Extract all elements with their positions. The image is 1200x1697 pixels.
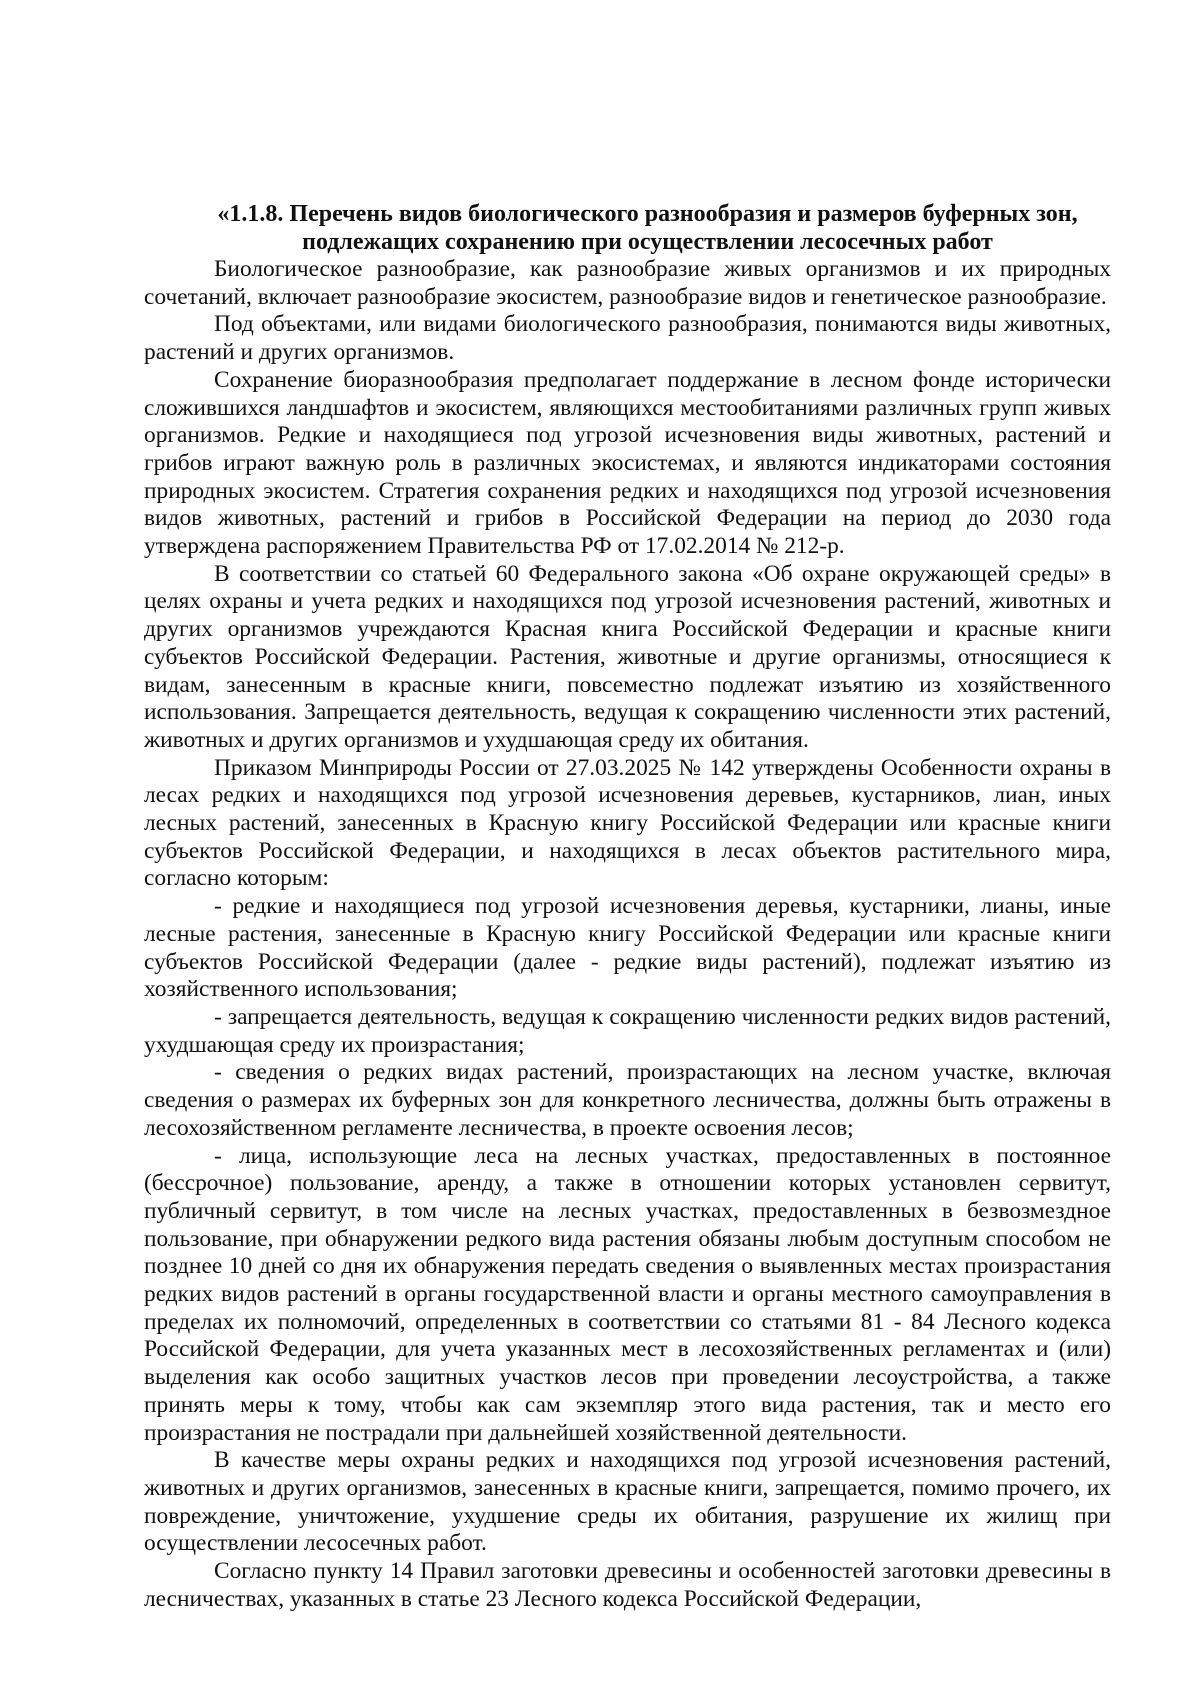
paragraph-biodiversity-definition: Биологическое разнообразие, как разнообразие живых организмов и их природных сочетаний, включает разнообразие экосистем, разнообразие видов и генетическое разнообразие.	[144, 256, 1111, 310]
list-item-activity-prohibition: - запрещается деятельность, ведущая к сокращению численности редких видов растений, ухудшающая среду их произрастания;	[144, 1003, 1111, 1058]
paragraph-order-142: Приказом Минприроды России от 27.03.2025 № 142 утверждены Особенности охраны в лесах редких и находящихся под угрозой исчезновения деревьев, кустарников, лиан, иных лесных растений, занесенных в Красную книгу Российской Федерации или красные книги субъектов Российской Федерации, и находящихся в лесах объектов растительного мира, согласно которым:	[144, 754, 1111, 892]
paragraph-timber-harvesting-rules: Согласно пункту 14 Правил заготовки древесины и особенностей заготовки древесины в лесничествах, указанных в статье 23 Лесного кодекса Российской Федерации,	[144, 1558, 1111, 1612]
list-item-rare-species-withdrawal: - редкие и находящиеся под угрозой исчезновения деревья, кустарники, лианы, иные лесные растения, занесенные в Красную книгу Российской Федерации или красные книги субъектов Российской Федерации (далее - редкие виды растений), подлежат изъятию из хозяйственного использования;	[144, 893, 1111, 1003]
list-item-forest-users-obligations: - лица, использующие леса на лесных участках, предоставленных в постоянное (бессрочное) пользование, аренду, а также в отношении которых установлен сервитут, публичный сервитут, в том числе на лесных участках, предоставленных в безвозмездное пользование, при обнаружении редкого вида растения обязаны любым доступным способом не позднее 10 дней со дня их обнаружения передать сведения о выявленных местах произрастания редких видов растений в органы государственной власти и органы местного самоуправления в пределах их полномочий, определенных в соответствии со статьями 81 - 84 Лесного кодекса Российской Федерации, для учета указанных мест в лесохозяйственных регламентах и (или) выделения как особо защитных участков лесов при проведении лесоустройства, а также принять меры к тому, чтобы как сам экземпляр этого вида растения, так и место его произрастания не пострадали при дальнейшей хозяйственной деятельности.	[144, 1142, 1111, 1446]
section-heading-line-1: «1.1.8. Перечень видов биологического разнообразия и размеров буферных зон,	[217, 201, 1078, 227]
paragraph-protection-measures: В качестве меры охраны редких и находящихся под угрозой исчезновения растений, животных и других организмов, занесенных в красные книги, запрещается, помимо прочего, их повреждение, уничтожение, ухудшение среды их обитания, разрушение их жилищ при осуществлении лесосечных работ.	[144, 1447, 1111, 1557]
document-body	[144, 200, 1111, 1613]
list-item-regulation-records: - сведения о редких видах растений, произрастающих на лесном участке, включая сведения о размерах их буферных зон для конкретного лесничества, должны быть отражены в лесохозяйственном регламенте лесничества, в проекте освоения лесов;	[144, 1059, 1111, 1141]
section-heading-line-2: подлежащих сохранению при осуществлении лесосечных работ	[302, 229, 993, 255]
paragraph-objects-definition: Под объектами, или видами биологического разнообразия, понимаются виды животных, растений и других организмов.	[144, 311, 1111, 366]
section-heading	[144, 200, 1111, 256]
paragraph-red-book-law: В соответствии со статьей 60 Федерального закона «Об охране окружающей среды» в целях охраны и учета редких и находящихся под угрозой исчезновения растений, животных и других организмов учреждаются Красная книга Российской Федерации и красные книги субъектов Российской Федерации. Растения, животные и другие организмы, относящиеся к видам, занесенным в красные книги, повсеместно подлежат изъятию из хозяйственного использования. Запрещается деятельность, ведущая к сокращению численности этих растений, животных и других организмов и ухудшающая среду их обитания.	[144, 560, 1111, 753]
paragraph-conservation-strategy: Сохранение биоразнообразия предполагает поддержание в лесном фонде исторически сложившихся ландшафтов и экосистем, являющихся местообитаниями различных групп живых организмов. Редкие и находящиеся под угрозой исчезновения виды животных, растений и грибов играют важную роль в различных экосистемах, и являются индикаторами состояния природных экосистем. Стратегия сохранения редких и находящихся под угрозой исчезновения видов животных, растений и грибов в Российской Федерации на период до 2030 года утверждена распоряжением Правительства РФ от 17.02.2014 № 212-р.	[144, 366, 1111, 560]
